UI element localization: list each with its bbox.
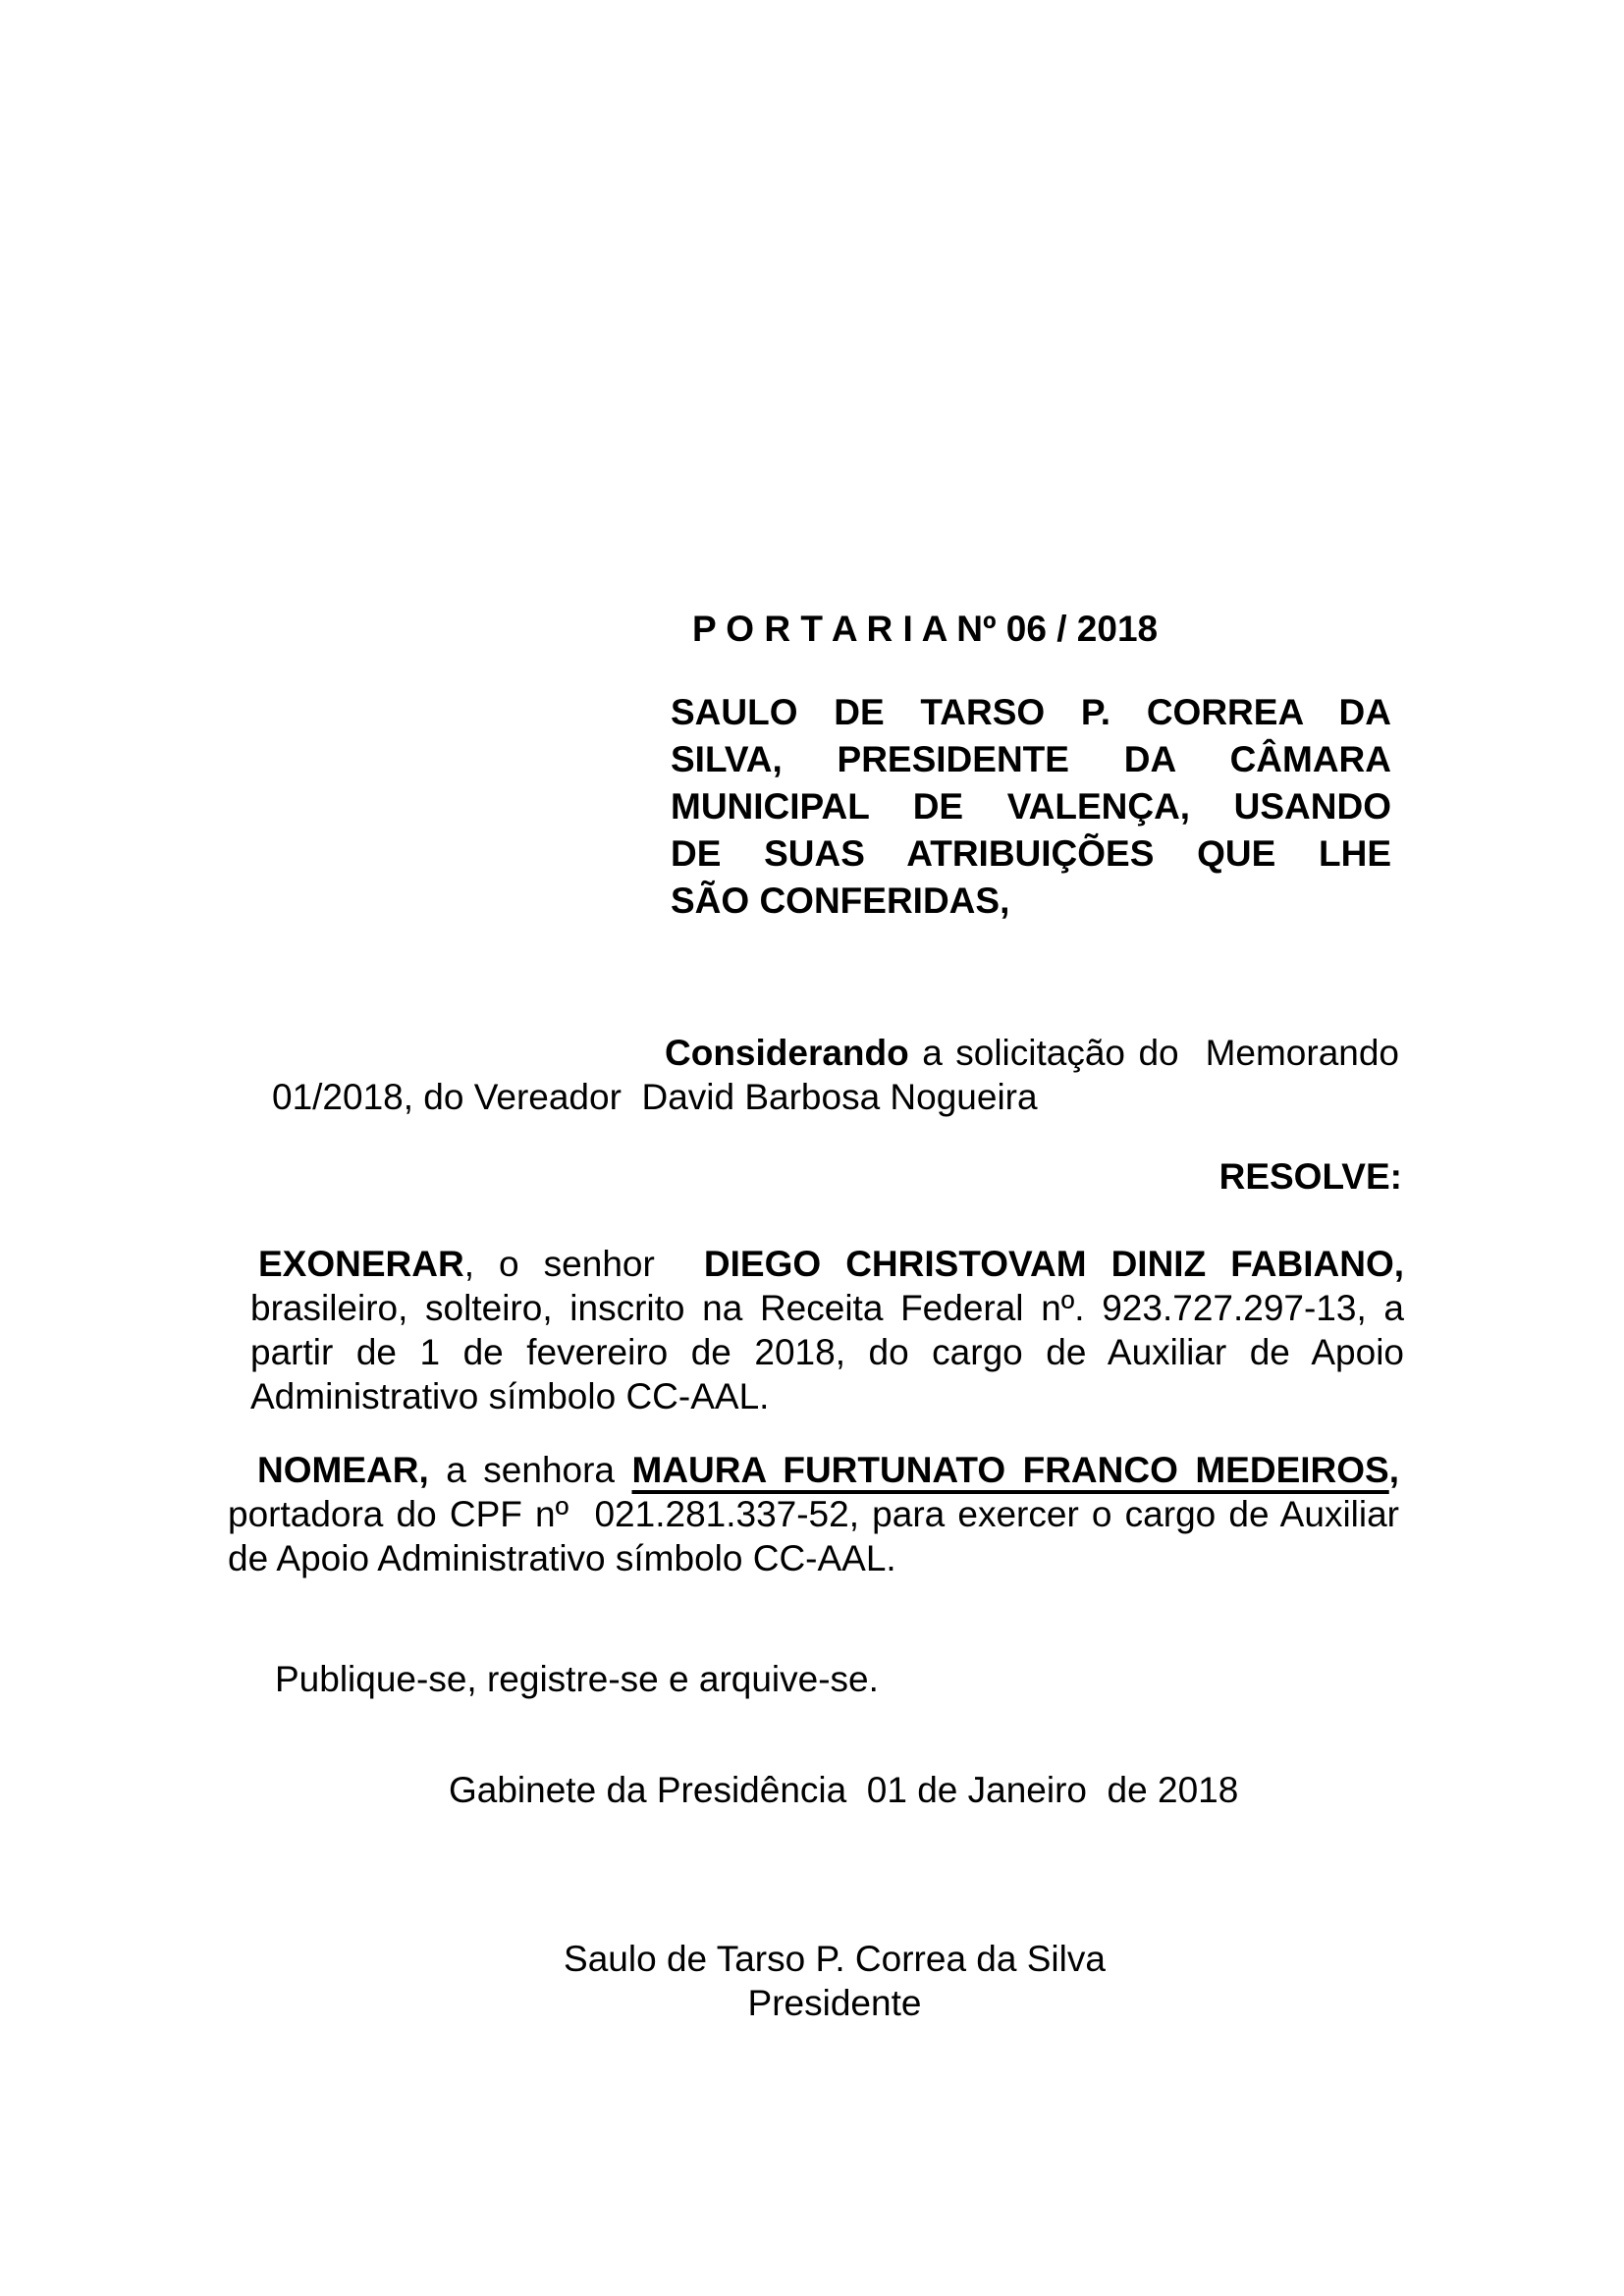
considerando-line: 01/2018, do Vereador David Barbosa Nogueira: [272, 1077, 1038, 1117]
resolve-heading: RESOLVE:: [1218, 1156, 1402, 1197]
nomear-paragraph: [228, 1448, 1399, 1580]
nomear-line-tail: ,: [1388, 1450, 1399, 1490]
signature-name: Saulo de Tarso P. Correa da Silva: [564, 1939, 1106, 1979]
preamble-line: DE SUAS ATRIBUIÇÕES QUE LHE: [671, 833, 1391, 874]
signature-role: Presidente: [747, 1983, 922, 2023]
nomear-line: de Apoio Administrativo símbolo CC-AAL.: [228, 1538, 896, 1578]
exonerar-line: partir de 1 de fevereiro de 2018, do cargo de Auxiliar de Apoio: [250, 1332, 1404, 1372]
nomear-line: [228, 1448, 1399, 1492]
closing-statement: Publique-se, registre-se e arquive-se.: [275, 1659, 879, 1699]
nomear-line: portadora do CPF nº 021.281.337-52, para exercer o cargo de Auxiliar: [228, 1494, 1399, 1534]
preamble-line: MUNICIPAL DE VALENÇA, USANDO: [671, 786, 1391, 827]
exonerar-person-name: DIEGO CHRISTOVAM DINIZ FABIANO,: [703, 1244, 1405, 1284]
exonerar-line: brasileiro, solteiro, inscrito na Receita Federal nº. 923.727.297-13, a: [250, 1288, 1404, 1328]
exonerar-line: Administrativo símbolo CC-AAL.: [250, 1376, 770, 1416]
nomear-mid: a senhora: [428, 1450, 632, 1490]
considerando-rest: a solicitação do Memorando: [908, 1033, 1399, 1073]
exonerar-lead: EXONERAR: [258, 1244, 464, 1284]
considerando-paragraph: [272, 1031, 1399, 1119]
preamble-line: SÃO CONFERIDAS,: [671, 881, 1010, 921]
considerando-line: [272, 1031, 1399, 1075]
exonerar-paragraph: [250, 1242, 1404, 1418]
dateline: Gabinete da Presidência 01 de Janeiro de 2018: [449, 1770, 1239, 1810]
preamble-line: SAULO DE TARSO P. CORREA DA: [671, 692, 1391, 732]
signature-block: [0, 1937, 1624, 2025]
nomear-person-name: MAURA FURTUNATO FRANCO MEDEIROS: [631, 1450, 1389, 1490]
preamble-line: SILVA, PRESIDENTE DA CÂMARA: [671, 739, 1391, 779]
document-title: P O R T A R I A Nº 06 / 2018: [692, 609, 1159, 649]
exonerar-line: [250, 1242, 1404, 1286]
exonerar-mid: , o senhor: [463, 1244, 704, 1284]
considerando-lead: Considerando: [665, 1033, 909, 1073]
preamble-block: [671, 689, 1391, 925]
nomear-lead: NOMEAR,: [257, 1450, 429, 1490]
